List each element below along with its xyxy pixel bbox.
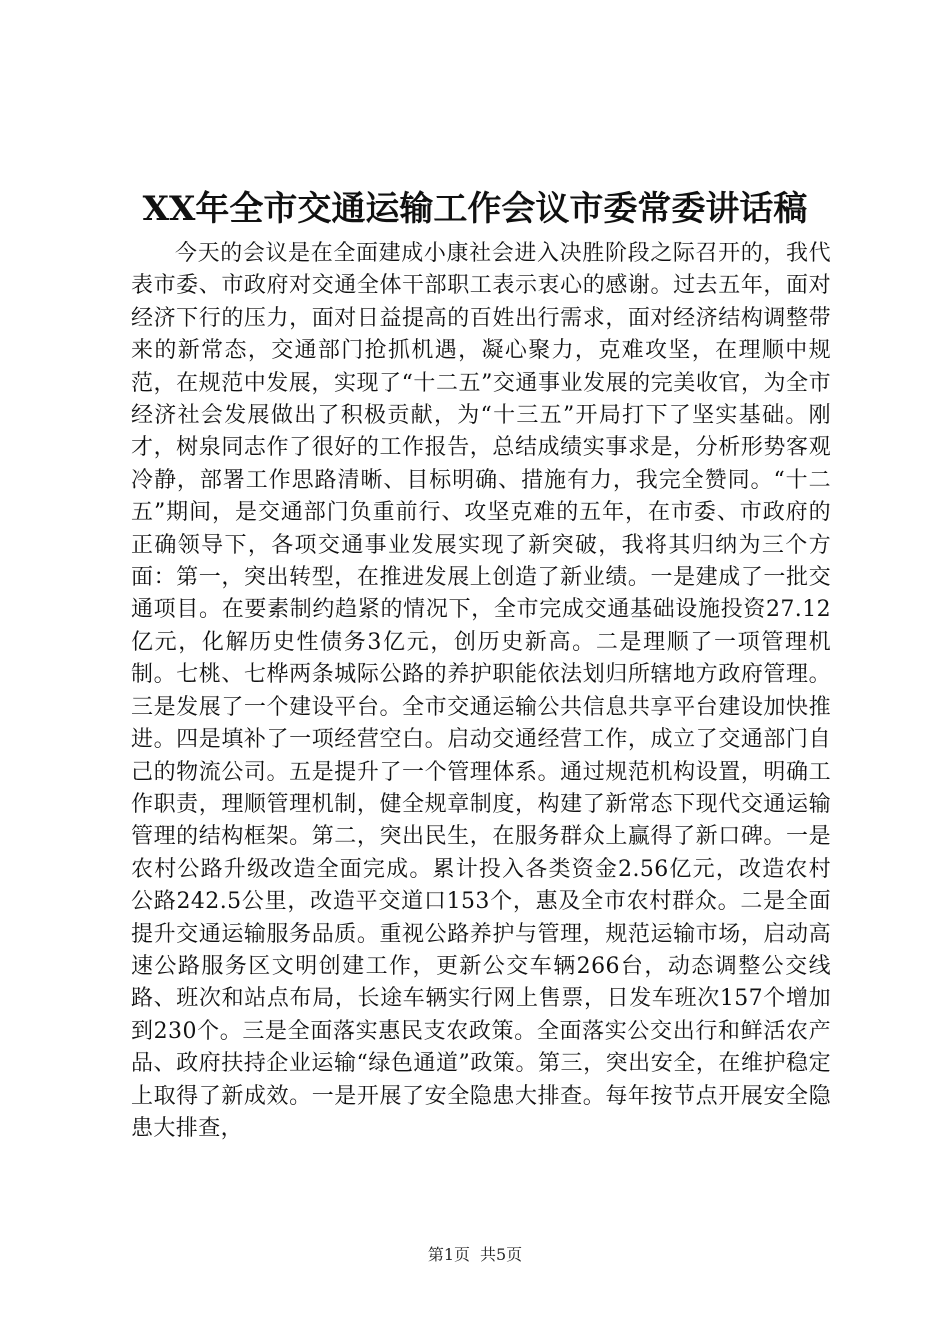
page-footer [0, 1244, 950, 1266]
document-body: 今天的会议是在全面建成小康社会进入决胜阶段之际召开的，我代表市委、市政府对交通全体干部职工表示衷心的感谢。过去五年，面对经济下行的压力，面对日益提高的百姓出行需求，面对经济结构调整带来的新常态，交通部门抢抓机遇，凝心聚力，克难攻坚，在理顺中规范，在规范中发展，实现了“十二五”交通事业发展的完美收官，为全市经济社会发展做出了积极贡献，为“十三五”开局打下了坚实基础。刚才，树泉同志作了很好的工作报告，总结成绩实事求是，分析形势客观冷静，部署工作思路清晰、目标明确、措施有力，我完全赞同。“十二五”期间，是交通部门负重前行、攻坚克难的五年，在市委、市政府的正确领导下，各项交通事业发展实现了新突破，我将其归纳为三个方面：第一，突出转型，在推进发展上创造了新业绩。一是建成了一批交通项目。在要素制约趋紧的情况下，全市完成交通基础设施投资27.12亿元，化解历史性债务3亿元，创历史新高。二是理顺了一项管理机制。七桃、七桦两条城际公路的养护职能依法划归所辖地方政府管理。三是发展了一个建设平台。全市交通运输公共信息共享平台建设加快推进。四是填补了一项经营空白。启动交通经营工作，成立了交通部门自己的物流公司。五是提升了一个管理体系。通过规范机构设置，明确工作职责，理顺管理机制，健全规章制度，构建了新常态下现代交通运输管理的结构框架。第二，突出民生，在服务群众上赢得了新口碑。一是农村公路升级改造全面完成。累计投入各类资金2.56亿元，改造农村公路242.5公里，改造平交道口153个，惠及全市农村群众。二是全面提升交通运输服务品质。重视公路养护与管理，规范运输市场，启动高速公路服务区文明创建工作，更新公交车辆266台，动态调整公交线路、班次和站点布局，长途车辆实行网上售票，日发车班次157个增加到230个。三是全面落实惠民支农政策。全面落实公交出行和鲜活农产品、政府扶持企业运输“绿色通道”政策。第三，突出安全，在维护稳定上取得了新成效。一是开展了安全隐患大排查。每年按节点开展安全隐患大排查， [131, 241, 831, 1141]
page-number: 第1页 [427, 1245, 470, 1264]
page-count: 共5页 [480, 1245, 523, 1264]
document-title: XX年全市交通运输工作会议市委常委讲话稿 [142, 189, 808, 229]
